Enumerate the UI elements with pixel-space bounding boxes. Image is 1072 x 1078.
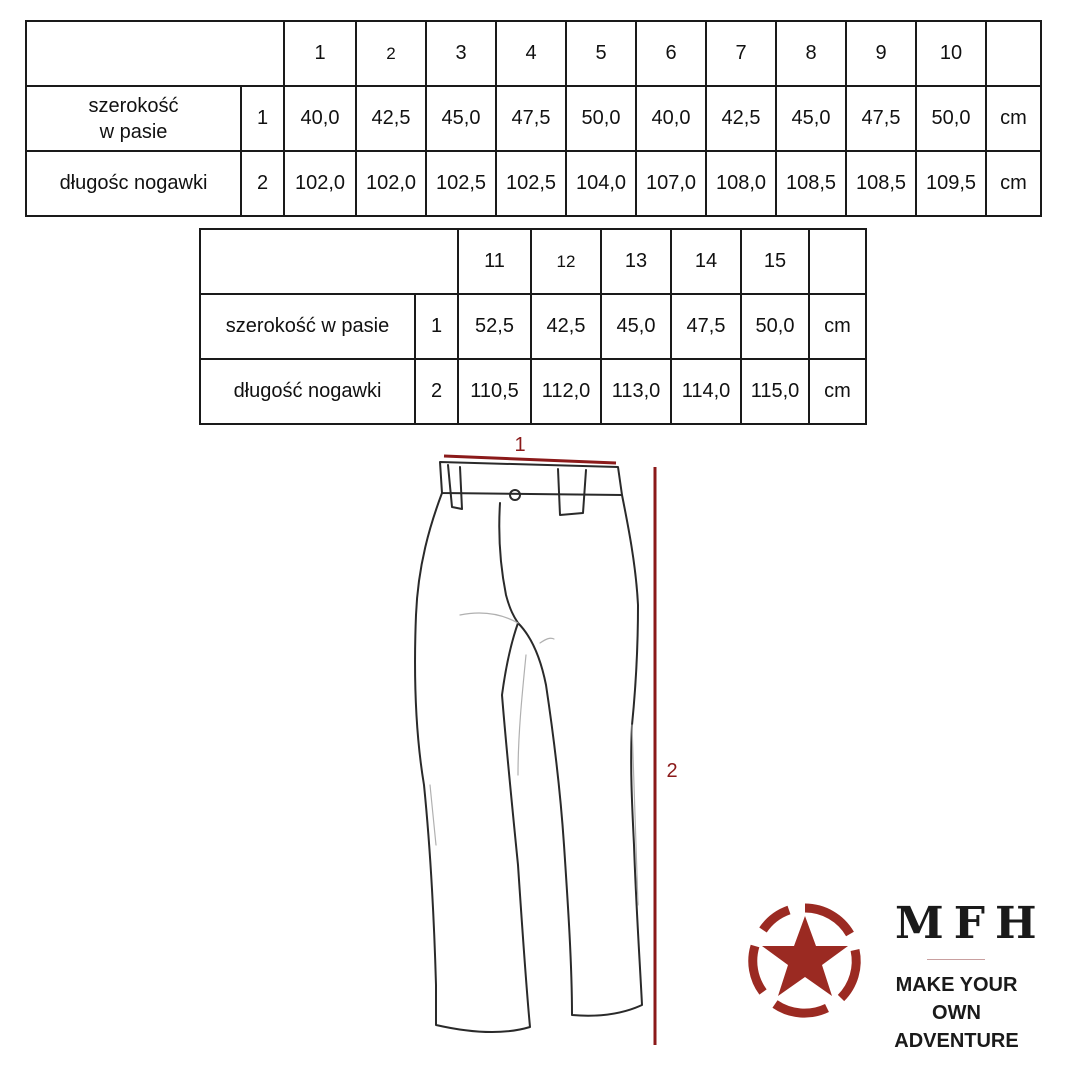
size-header: 10 [916,21,986,86]
slogan-line2: ADVENTURE [894,1030,1019,1052]
length-value: 108,5 [776,151,846,216]
length-row [200,359,866,424]
waist-label-line1: szerokość [88,94,179,117]
length-value: 104,0 [566,151,636,216]
size-header: 1 [284,21,356,86]
waist-value: 47,5 [846,86,916,151]
size-table-1 [25,20,1042,217]
waist-value: 50,0 [741,294,809,359]
length-value: 110,5 [458,359,531,424]
waist-value: 45,0 [426,86,496,151]
length-value: 108,0 [706,151,776,216]
length-unit: cm [986,151,1041,216]
brand-slogan [869,971,1044,1055]
waist-value: 40,0 [636,86,706,151]
length-value: 102,5 [496,151,566,216]
waist-value: 47,5 [496,86,566,151]
mfh-logo [745,895,1047,1052]
length-unit: cm [809,359,866,424]
waist-value: 52,5 [458,294,531,359]
length-value: 112,0 [531,359,601,424]
size-header-row [200,229,866,294]
length-value: 115,0 [741,359,809,424]
waist-label-line2: w pasie [99,120,168,143]
waist-marker-label: 1 [514,434,526,456]
length-label: długośc nogawki [26,151,241,216]
header-blank-cell [200,229,458,294]
waist-value: 50,0 [566,86,636,151]
waist-index: 1 [241,86,284,151]
size-header: 14 [671,229,741,294]
size-header: 4 [496,21,566,86]
waist-label [26,86,241,151]
length-value: 107,0 [636,151,706,216]
size-header: 15 [741,229,809,294]
length-value: 102,0 [284,151,356,216]
length-value: 113,0 [601,359,671,424]
waist-row [200,294,866,359]
size-header: 8 [776,21,846,86]
unit-header-blank [986,21,1041,86]
length-value: 102,5 [426,151,496,216]
length-value: 102,0 [356,151,426,216]
length-value: 108,5 [846,151,916,216]
brand-name: MFH [895,898,1047,949]
length-value: 114,0 [671,359,741,424]
size-header: 12 [531,229,601,294]
length-value: 109,5 [916,151,986,216]
length-index: 2 [241,151,284,216]
waist-value: 45,0 [601,294,671,359]
size-header: 2 [356,21,426,86]
size-header: 5 [566,21,636,86]
length-label: długość nogawki [200,359,415,424]
waist-value: 50,0 [916,86,986,151]
size-header: 3 [426,21,496,86]
waist-value: 40,0 [284,86,356,151]
waist-value: 42,5 [531,294,601,359]
length-row [26,151,1041,216]
waist-value: 42,5 [356,86,426,151]
logo-divider [927,959,985,960]
size-header: 11 [458,229,531,294]
star-emblem-icon [745,900,865,1020]
waist-unit: cm [986,86,1041,151]
slogan-line1: MAKE YOUR OWN [895,974,1018,1024]
waist-value: 42,5 [706,86,776,151]
size-header: 6 [636,21,706,86]
size-table-2 [199,228,867,425]
waist-row [26,86,1041,151]
waist-index: 1 [415,294,458,359]
trousers-figure [400,425,700,1065]
waist-unit: cm [809,294,866,359]
unit-header-blank [809,229,866,294]
waist-value: 45,0 [776,86,846,151]
size-header: 7 [706,21,776,86]
header-blank-cell [26,21,284,86]
trousers-outline [415,462,642,1032]
size-header: 13 [601,229,671,294]
length-index: 2 [415,359,458,424]
waist-label: szerokość w pasie [200,294,415,359]
waist-value: 47,5 [671,294,741,359]
size-header-row [26,21,1041,86]
size-header: 9 [846,21,916,86]
length-marker-label: 2 [666,760,678,782]
